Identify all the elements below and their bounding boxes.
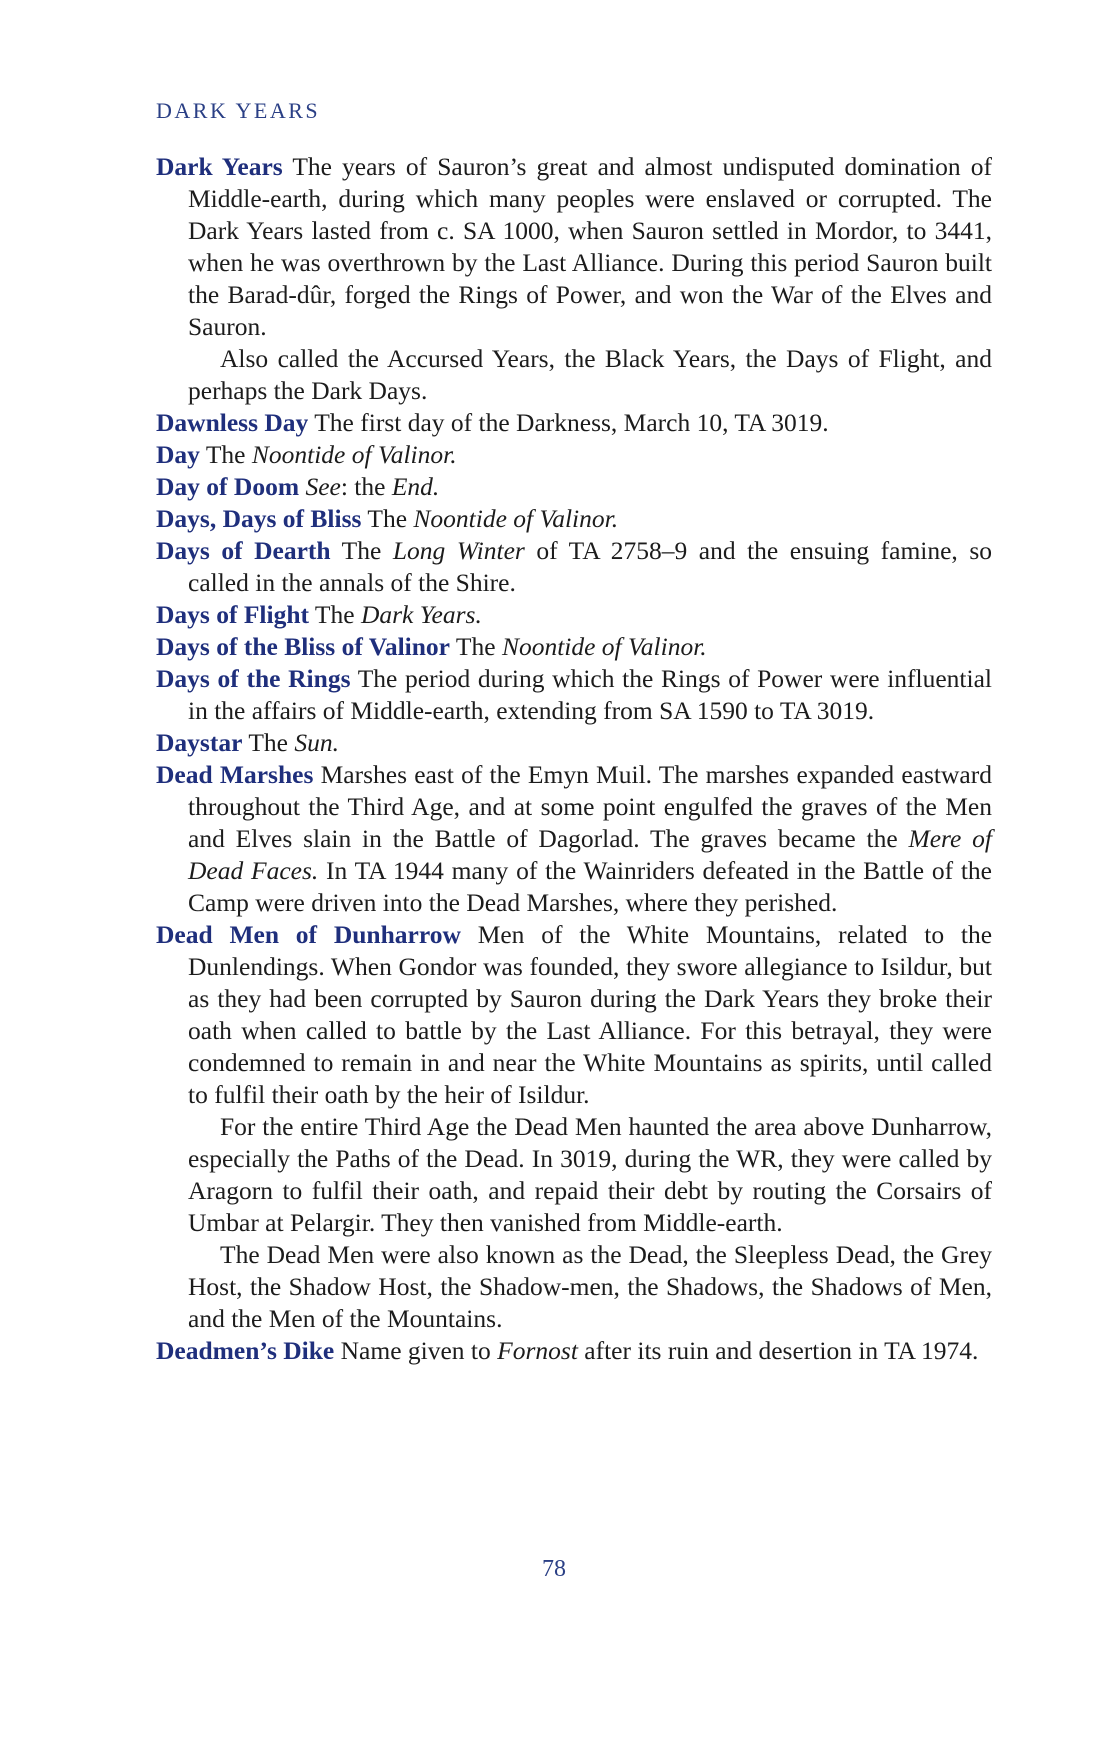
glossary-entry — [156, 503, 992, 535]
glossary-entry — [156, 599, 992, 631]
entry-headword: Days, Days of Bliss — [156, 504, 362, 533]
entry-headword: Dead Men of Dunharrow — [156, 920, 461, 949]
glossary-entry — [156, 727, 992, 759]
entry-headword: Daystar — [156, 728, 243, 757]
entry-text: The — [450, 632, 502, 661]
italic-reference: Noontide of Valinor. — [413, 504, 619, 533]
glossary-entry — [156, 535, 992, 599]
entry-text: Name given to — [334, 1336, 498, 1365]
running-head: DARK YEARS — [156, 98, 321, 123]
italic-reference: Sun. — [294, 728, 339, 757]
entry-text: For the entire Third Age the Dead Men haunted the area above Dunharrow, especially the Paths of the Dead. In 3019, during the WR, they were called by Aragorn to fulfil their oath, and repaid their debt by routing the Corsairs of Umbar at Pelargir. They then vanished from Middle-earth. — [188, 1112, 992, 1237]
italic-reference: Fornost — [497, 1336, 578, 1365]
entry-text: The — [330, 536, 393, 565]
glossary-entry — [156, 1335, 992, 1367]
entry-text: The first day of the Darkness, March 10, TA 3019. — [308, 408, 829, 437]
italic-reference: Mere of Dead Faces. — [188, 824, 992, 885]
glossary-entry — [156, 407, 992, 439]
entry-headword: Days of the Bliss of Valinor — [156, 632, 450, 661]
italic-reference: Dark Years. — [360, 600, 482, 629]
entry-text: Also called the Accursed Years, the Black Years, the Days of Flight, and perhaps the Dark Days. — [188, 344, 992, 405]
entry-headword: Dead Marshes — [156, 760, 314, 789]
entry-text: The — [309, 600, 361, 629]
entry-paragraph — [156, 1239, 992, 1335]
entry-headword: Day of Doom — [156, 472, 300, 501]
glossary-entry — [156, 663, 992, 727]
entry-text: of TA 2758–9 and the ensuing famine, so called in the annals of the Shire. — [188, 536, 993, 597]
entry-text: The years of Sauron’s great and almost undisputed domination of Middle-earth, during which many peoples were enslaved or corrupted. The Dark Years lasted from c. SA 1000, when Sauron settled in Mordor, to 3441, when he was overthrown by the Last Alliance. During this period Sauron built the Barad-dûr, forged the Rings of Power, and won the War of the Elves and Sauron. — [188, 152, 992, 341]
italic-reference: End. — [391, 472, 440, 501]
page-number: 78 — [542, 1556, 566, 1582]
entry-headword: Days of Flight — [156, 600, 309, 629]
entry-paragraph — [156, 1111, 992, 1239]
entry-paragraph — [156, 343, 992, 407]
glossary-entry — [156, 439, 992, 471]
glossary-entry — [156, 471, 992, 503]
entry-headword: Dawnless Day — [156, 408, 309, 437]
entry-text: In TA 1944 many of the Wainriders defeated in the Battle of the Camp were driven into the Dead Marshes, where they perished. — [188, 856, 992, 917]
italic-reference: Noontide of Valinor. — [501, 632, 707, 661]
entry-text: The — [199, 440, 252, 469]
entry-headword: Deadmen’s Dike — [156, 1336, 335, 1365]
entry-text: The — [361, 504, 414, 533]
italic-reference: Long Winter — [392, 536, 525, 565]
entry-headword: Dark Years — [156, 152, 283, 181]
entry-text: after its ruin and desertion in TA 1974. — [577, 1336, 979, 1365]
glossary-entries — [156, 151, 992, 1367]
glossary-entry — [156, 631, 992, 663]
entry-text: Marshes east of the Emyn Muil. The marshes expanded eastward throughout the Third Age, and at some point engulfed the graves of the Men and Elves slain in the Battle of Dagorlad. The graves became the — [188, 760, 992, 853]
entry-text: The Dead Men were also known as the Dead, the Sleepless Dead, the Grey Host, the Shadow Host, the Shadow-men, the Shadows, the Shadows of Men, and the Men of the Mountains. — [188, 1240, 992, 1333]
entry-headword: Day — [156, 440, 200, 469]
entry-text: Men of the White Mountains, related to the Dunlendings. When Gondor was founded, they swore allegiance to Isildur, but as they had been corrupted by Sauron during the Dark Years they broke their oath when called to battle by the Last Alliance. For this betrayal, they were condemned to remain in and near the White Mountains as spirits, until called to fulfil their oath by the heir of Isildur. — [188, 920, 993, 1109]
entry-headword: Days of the Rings — [156, 664, 351, 693]
entry-text: : the — [340, 472, 392, 501]
entry-text: The — [242, 728, 295, 757]
glossary-entry — [156, 151, 992, 343]
italic-reference: Noontide of Valinor. — [251, 440, 457, 469]
glossary-entry — [156, 919, 992, 1111]
italic-reference: See — [305, 472, 341, 501]
entry-headword: Days of Dearth — [156, 536, 331, 565]
glossary-entry — [156, 759, 992, 919]
entry-text: The period during which the Rings of Power were influential in the affairs of Middle-earth, extending from SA 1590 to TA 3019. — [188, 664, 992, 725]
